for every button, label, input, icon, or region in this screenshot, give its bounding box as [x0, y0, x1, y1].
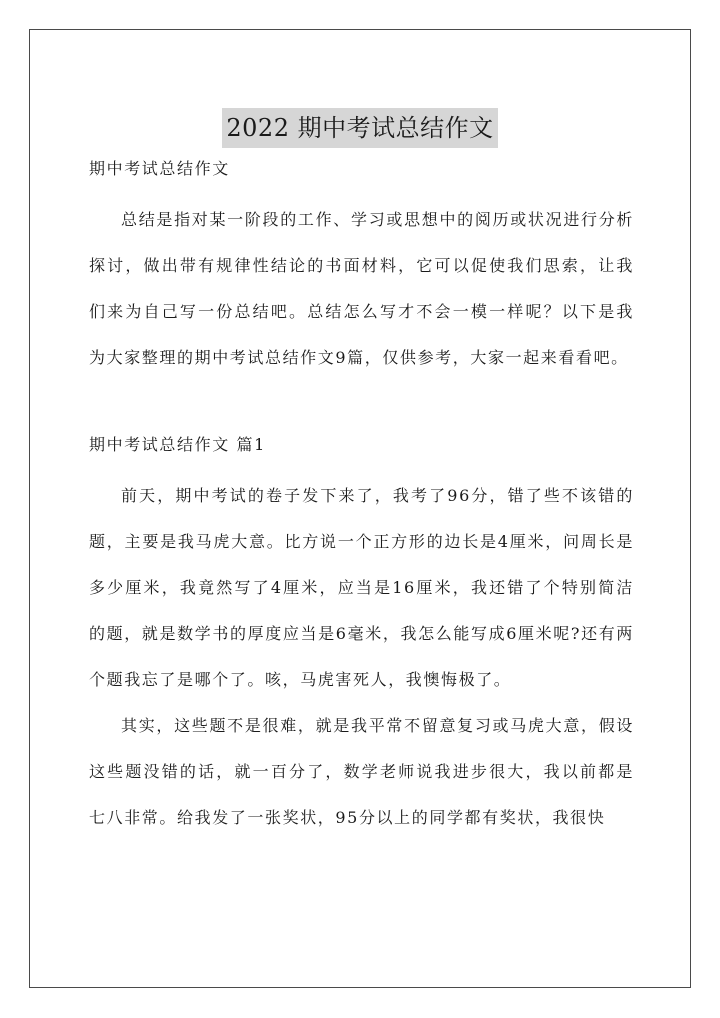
spacer	[89, 187, 634, 197]
section1-heading: 期中考试总结作文 篇1	[89, 435, 266, 454]
title-wrapper	[30, 108, 690, 148]
spacer	[89, 463, 634, 473]
section1-paragraph-2: 其实，这些题不是很难，就是我平常不留意复习或马虎大意，假设这些题没错的话，就一百分了，数学老师说我进步很大，我以前都是七八非常。给我发了一张奖状，95分以上的同学都有奖状，我很快	[89, 716, 634, 827]
document-body	[89, 151, 634, 841]
document-title: 2022 期中考试总结作文	[222, 108, 497, 148]
section-spacer	[89, 381, 634, 427]
intro-paragraph: 总结是指对某一阶段的工作、学习或思想中的阅历或状况进行分析探讨，做出带有规律性结论的书面材料，它可以促使我们思索，让我们来为自己写一份总结吧。总结怎么写才不会一模一样呢？以下是我为大家整理的期中考试总结作文9篇，仅供参考，大家一起来看看吧。	[89, 210, 634, 367]
section1-paragraph-1: 前天，期中考试的卷子发下来了，我考了96分，错了些不该错的题，主要是我马虎大意。比方说一个正方形的边长是4厘米，问周长是多少厘米，我竟然写了4厘米，应当是16厘米，我还错了个特别简洁的题，就是数学书的厚度应当是6毫米，我怎么能写成6厘米呢?还有两个题我忘了是哪个了。咳，马虎害死人，我懊悔极了。	[89, 486, 634, 689]
document-page	[29, 29, 691, 988]
intro-heading: 期中考试总结作文	[89, 159, 230, 178]
